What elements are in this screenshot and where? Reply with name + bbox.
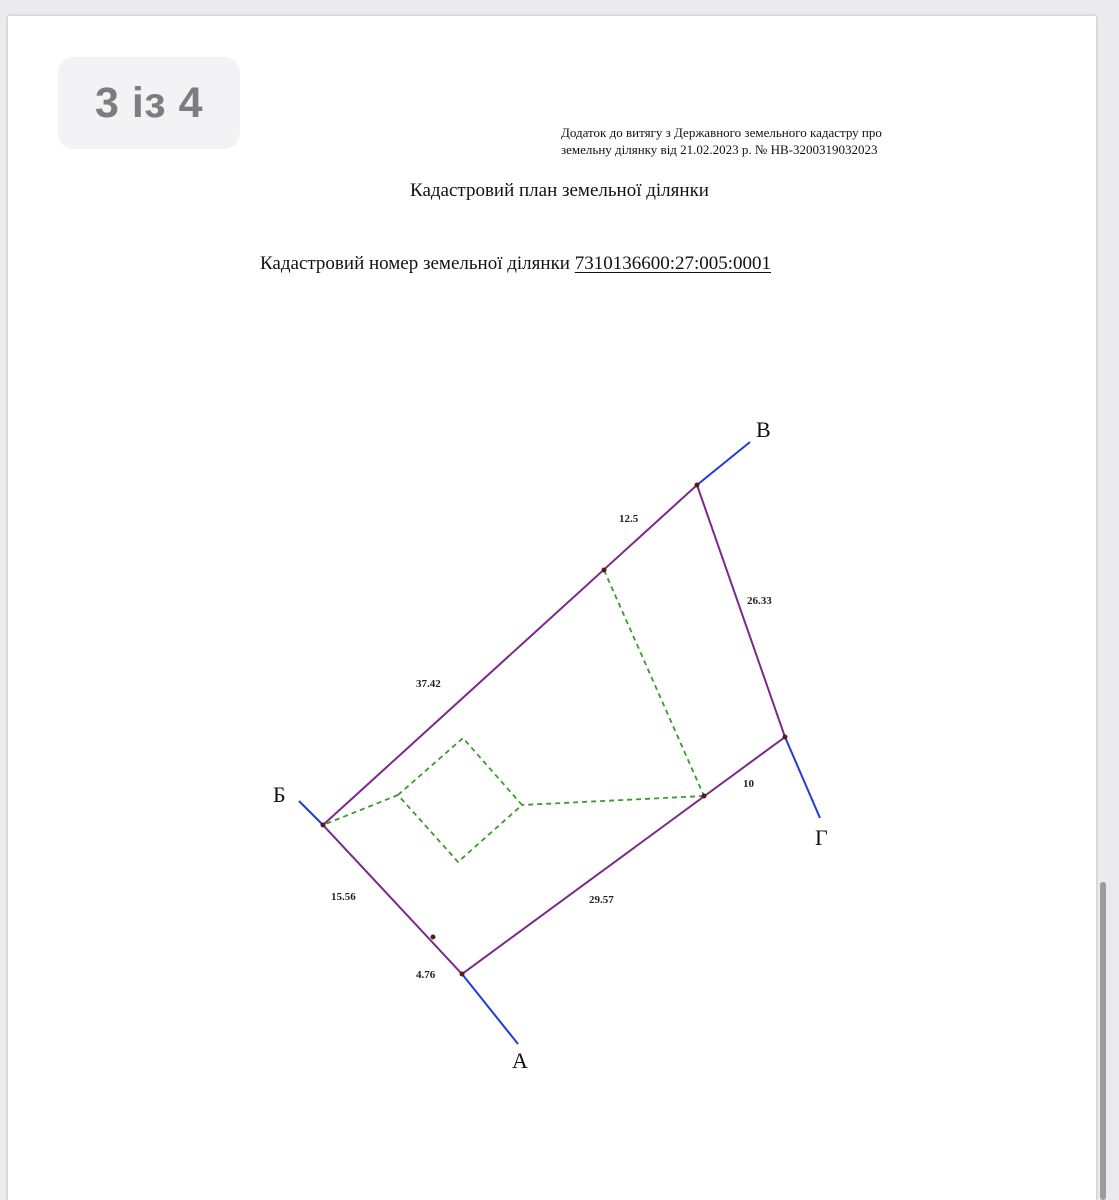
point-label-g: Г bbox=[815, 825, 828, 850]
neighbor-line-a bbox=[462, 974, 518, 1044]
edge-label-10: 10 bbox=[743, 778, 754, 790]
vertex-point bbox=[321, 823, 326, 828]
vertical-scrollbar[interactable] bbox=[1100, 882, 1106, 1200]
appendix-note-line-1: Додаток до витягу з Державного земельного кадастру про bbox=[561, 125, 882, 140]
edge-label-37-42: 37.42 bbox=[416, 678, 441, 690]
edge-label-12-5: 12.5 bbox=[619, 513, 639, 525]
internal-lines bbox=[323, 570, 704, 862]
cadastral-number-prefix: Кадастровий номер земельної ділянки bbox=[260, 253, 570, 274]
vertex-point bbox=[431, 935, 436, 940]
cadastral-number: 7310136600:27:005:0001 bbox=[574, 253, 772, 274]
edge-label-4-76: 4.76 bbox=[416, 969, 436, 981]
edge-label-29-57: 29.57 bbox=[589, 894, 614, 906]
vertices bbox=[321, 483, 788, 977]
vertex-point bbox=[702, 794, 707, 799]
page-title: Кадастровий план земельної ділянки bbox=[410, 180, 709, 201]
building-outline bbox=[398, 738, 522, 862]
internal-line-1 bbox=[604, 570, 704, 796]
point-label-b: Б bbox=[273, 782, 286, 807]
edge-label-15-56: 15.56 bbox=[331, 891, 356, 903]
vertex-point bbox=[460, 972, 465, 977]
internal-line-3 bbox=[323, 795, 398, 825]
vertex-point bbox=[695, 483, 700, 488]
vertex-point bbox=[783, 735, 788, 740]
point-label-v: В bbox=[756, 417, 771, 442]
parcel-boundary bbox=[323, 485, 785, 974]
internal-line-2 bbox=[522, 796, 704, 805]
edge-label-26-33: 26.33 bbox=[747, 595, 772, 607]
neighbor-line-g bbox=[785, 737, 820, 818]
page-counter: 3 із 4 bbox=[58, 57, 240, 149]
neighbor-line-v bbox=[697, 442, 750, 485]
appendix-note-line-2: земельну ділянку від 21.02.2023 р. № НВ-3200319032023 bbox=[561, 142, 878, 157]
neighbor-line-b bbox=[299, 801, 323, 825]
point-label-a: А bbox=[512, 1048, 528, 1073]
vertex-point bbox=[602, 568, 607, 573]
